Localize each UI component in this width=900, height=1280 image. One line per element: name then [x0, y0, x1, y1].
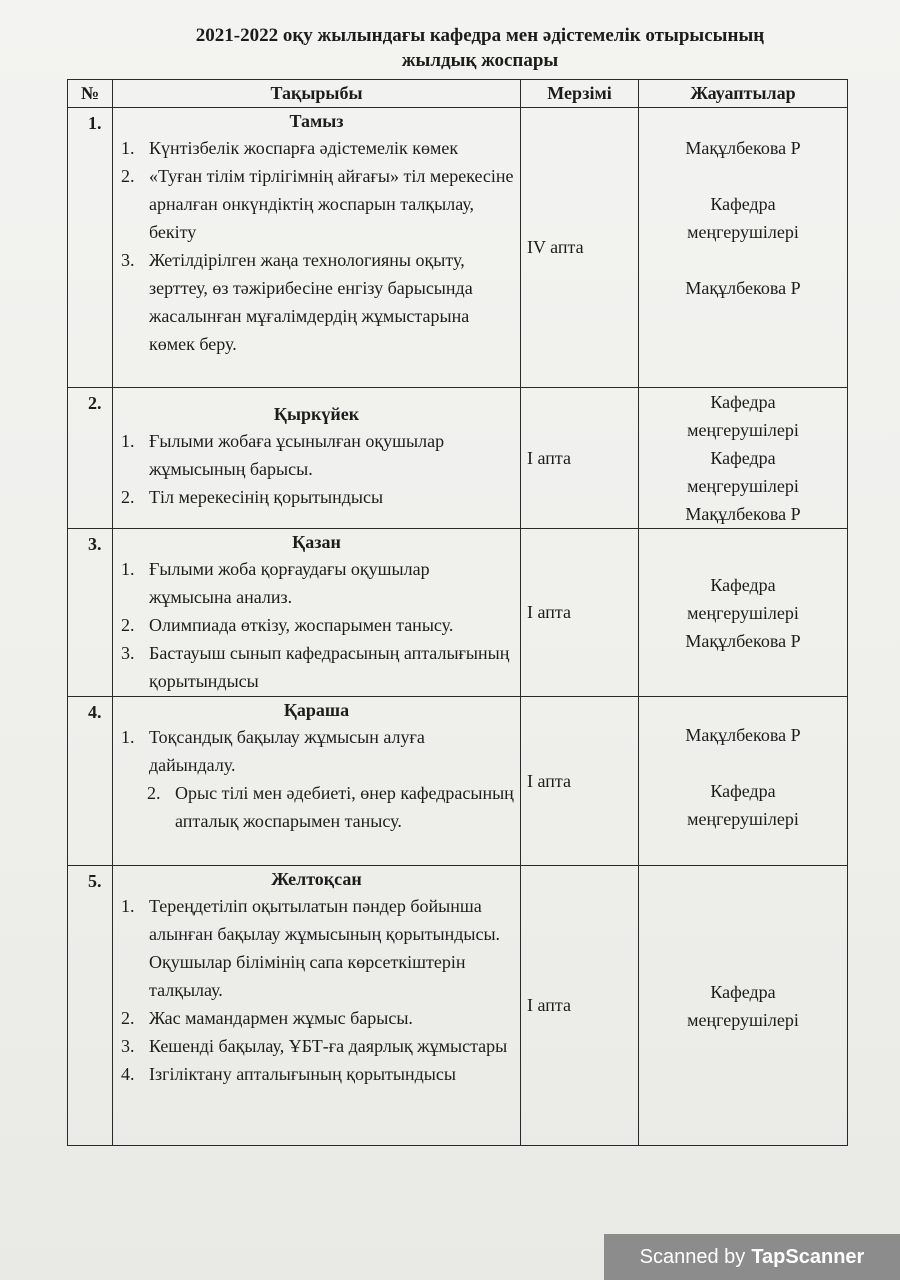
header-number: №	[68, 80, 113, 108]
topic-cell	[113, 529, 521, 697]
row-number: 4.	[68, 697, 113, 866]
term-cell: I апта	[521, 697, 639, 866]
list-item: 1. Тоқсандық бақылау жұмысын алуға дайындалу.	[121, 727, 425, 775]
header-responsible: Жауаптылар	[639, 80, 848, 108]
responsible-cell: Мақұлбекова Р Кафедра меңгерушілері	[639, 697, 848, 866]
list-item: 1. Күнтізбелік жоспарға әдістемелік көмек	[121, 138, 459, 158]
list-item: 3. Бастауыш сынып кафедрасының апталығының қорытындысы	[121, 643, 510, 691]
watermark-brand: TapScanner	[751, 1245, 865, 1268]
responsible-cell: Кафедра меңгерушілері Кафедра меңгерушілері Мақұлбекова Р	[639, 388, 848, 529]
list-item: 2. Жас мамандармен жұмыс барысы.	[121, 1008, 413, 1028]
row-number: 3.	[68, 529, 113, 697]
term-cell: I апта	[521, 866, 639, 1146]
term-cell: I апта	[521, 529, 639, 697]
list-item: 3. Кешенді бақылау, ҰБТ-ға даярлық жұмыстары	[121, 1036, 508, 1056]
list-item: 1. Тереңдетіліп оқытылатын пәндер бойынша алынған бақылау жұмысының қорытындысы. Оқушылар білімінің сапа көрсеткіштерін талқылау.	[121, 896, 501, 1000]
list-item: 2. «Туған тілім тірлігімнің айғағы» тіл мерекесіне арналған онкүндіктің жоспарын талқылау, бекіту	[121, 166, 514, 242]
document-subtitle: жылдық жоспары	[401, 50, 559, 71]
table-row	[68, 866, 848, 1146]
topic-cell	[113, 388, 521, 529]
list-item: 2. Олимпиада өткізу, жоспарымен танысу.	[121, 615, 454, 635]
topic-cell	[113, 697, 521, 866]
header-topic: Тақырыбы	[113, 80, 521, 108]
header-term: Мерзімі	[521, 80, 639, 108]
topic-cell	[113, 866, 521, 1146]
month-label: Қыркүйек	[273, 404, 360, 424]
table-row	[68, 388, 848, 529]
list-item: 1. Ғылыми жобаға ұсынылған оқушылар жұмысының барысы.	[121, 431, 445, 479]
list-item: 3. Жетілдірілген жаңа технологияны оқыту, зерттеу, өз тәжірибесіне енгізу барысында жасалынған мұғалімдердің жұмыстарына көмек беру.	[121, 250, 473, 354]
table-header-row	[68, 80, 848, 108]
watermark-prefix: Scanned by	[639, 1245, 746, 1268]
month-label: Қараша	[283, 700, 350, 720]
month-label: Тамыз	[289, 111, 344, 131]
scanner-watermark	[604, 1234, 900, 1280]
annual-plan-table	[67, 79, 848, 1146]
responsible-cell: Мақұлбекова Р Кафедра меңгерушілері Мақұлбекова Р	[639, 108, 848, 388]
list-item: 2. Орыс тілі мен әдебиеті, өнер кафедрасының апталық жоспарымен танысу.	[147, 783, 514, 831]
month-label: Қазан	[292, 532, 341, 552]
list-item: 1. Ғылыми жоба қорғаудағы оқушылар жұмысына анализ.	[121, 559, 430, 607]
document-title: 2021-2022 оқу жылындағы кафедра мен әдістемелік отырысының	[195, 25, 765, 46]
list-item: 2. Тіл мерекесінің қорытындысы	[121, 487, 384, 507]
table-row	[68, 697, 848, 866]
responsible-cell: Кафедра меңгерушілері Мақұлбекова Р	[639, 529, 848, 697]
table-row	[68, 108, 848, 388]
table-row	[68, 529, 848, 697]
topic-cell	[113, 108, 521, 388]
list-item: 4. Ізгіліктану апталығының қорытындысы	[121, 1064, 456, 1084]
term-cell: I апта	[521, 388, 639, 529]
row-number: 2.	[68, 388, 113, 529]
row-number: 1.	[68, 108, 113, 388]
responsible-cell: Кафедра меңгерушілері	[639, 866, 848, 1146]
term-cell: IV апта	[521, 108, 639, 388]
row-number: 5.	[68, 866, 113, 1146]
month-label: Желтоқсан	[271, 869, 362, 889]
